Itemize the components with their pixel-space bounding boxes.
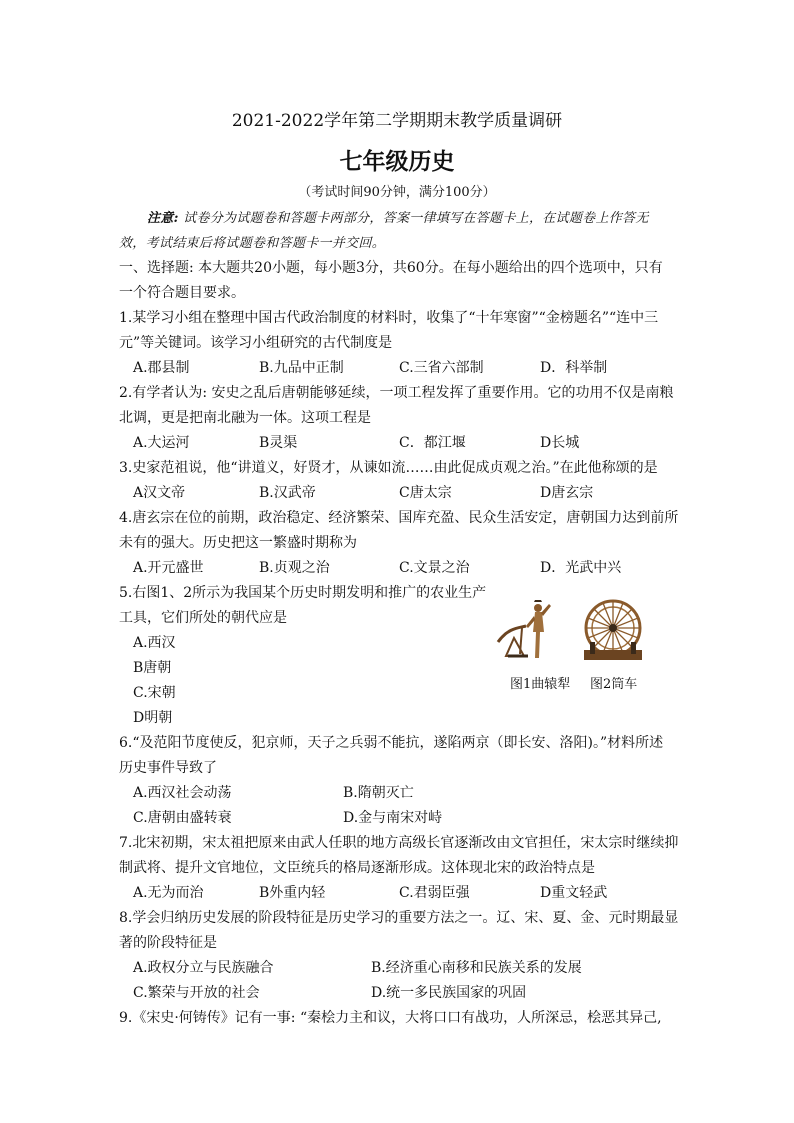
question-7-stem-2: 制武将、提升文官地位，文臣统兵的格局逐渐形成。这体现北宋的政治特点是 bbox=[119, 860, 595, 876]
figure-1-caption: 图1曲辕犁 bbox=[510, 677, 571, 692]
question-7-option-b: B外重内轻 bbox=[259, 885, 326, 901]
subject-title: 七年级历史 bbox=[339, 148, 455, 175]
question-5-option-a: A.西汉 bbox=[133, 635, 176, 651]
question-8-option-c: C.繁荣与开放的社会 bbox=[133, 985, 260, 1001]
question-3-option-c: C唐太宗 bbox=[399, 485, 452, 501]
question-8-option-b: B.经济重心南移和民族关系的发展 bbox=[371, 960, 582, 976]
question-4-option-a: A.开元盛世 bbox=[133, 560, 204, 576]
question-5-stem-2: 工具，它们所处的朝代应是 bbox=[119, 610, 287, 626]
question-6-stem-1: 6.“及范阳节度使反，犯京师，天子之兵弱不能抗，遂陷两京（即长安、洛阳)。”材料所述 bbox=[119, 735, 664, 751]
question-3-stem-1: 3.史家范祖说，他“讲道义，好贤才，从谏如流……由此促成贞观之治。”在此他称颂的是 bbox=[119, 460, 658, 476]
exam-title: 2021-2022学年第二学期期末教学质量调研 bbox=[231, 111, 563, 131]
question-4-stem-2: 未有的强大。历史把这一繁盛时期称为 bbox=[119, 535, 357, 551]
question-4-option-b: B.贞观之治 bbox=[259, 560, 330, 576]
question-8-option-a: A.政权分立与民族融合 bbox=[133, 960, 274, 976]
question-8-stem-1: 8.学会归纳历史发展的阶段特征是历史学习的重要方法之一。辽、宋、夏、金、元时期最显 bbox=[119, 910, 679, 926]
notice-text-1: 试卷分为试题卷和答题卡两部分，答案一律填写在答题卡上，在试题卷上作答无 bbox=[183, 211, 649, 226]
curved-plough-figure bbox=[494, 598, 560, 664]
question-4-stem-1: 4.唐玄宗在位的前期，政治稳定、经济繁荣、国库充盈、民众生活安定，唐朝国力达到前所 bbox=[119, 510, 679, 526]
question-3-option-a: A汉文帝 bbox=[133, 485, 186, 501]
question-4-option-d: D．光武中兴 bbox=[540, 560, 622, 576]
question-5-stem-1: 5.右图1、2所示为我国某个历史时期发明和推广的农业生产 bbox=[119, 585, 487, 601]
question-1-option-a: A.郡县制 bbox=[133, 360, 190, 376]
question-3-option-d: D唐玄宗 bbox=[540, 485, 594, 501]
figure-2-caption: 图2筒车 bbox=[590, 677, 638, 692]
question-7-option-d: D重文轻武 bbox=[540, 885, 608, 901]
question-2-option-a: A.大运河 bbox=[133, 435, 190, 451]
question-5-option-b: B唐朝 bbox=[133, 660, 172, 676]
question-2-stem-2: 北调，更是把南北融为一体。这项工程是 bbox=[119, 410, 371, 426]
question-1-option-d: D．科举制 bbox=[540, 360, 608, 376]
question-6-option-d: D.金与南宋对峙 bbox=[343, 810, 443, 826]
water-wheel-figure bbox=[582, 598, 644, 664]
question-2-option-c: C．都江堰 bbox=[399, 435, 466, 451]
notice-line-1 bbox=[147, 209, 649, 229]
question-7-option-c: C.君弱臣强 bbox=[399, 885, 470, 901]
question-8-option-d: D.统一多民族国家的巩固 bbox=[371, 985, 527, 1001]
question-2-option-b: B灵渠 bbox=[259, 435, 298, 451]
question-6-stem-2: 历史事件导致了 bbox=[119, 760, 217, 776]
question-6-option-c: C.唐朝由盛转衰 bbox=[133, 810, 232, 826]
question-6-option-b: B.隋朝灭亡 bbox=[343, 785, 414, 801]
question-8-stem-2: 著的阶段特征是 bbox=[119, 935, 217, 951]
question-1-option-b: B.九品中正制 bbox=[259, 360, 344, 376]
question-2-option-d: D长城 bbox=[540, 435, 580, 451]
question-7-option-a: A.无为而治 bbox=[133, 885, 204, 901]
question-3-option-b: B.汉武帝 bbox=[259, 485, 316, 501]
question-5-option-c: C.宋朝 bbox=[133, 685, 176, 701]
question-6-option-a: A.西汉社会动荡 bbox=[133, 785, 232, 801]
question-1-stem-2: 元”等关键词。该学习小组研究的古代制度是 bbox=[119, 335, 393, 351]
notice-line-2: 效，考试结束后将试题卷和答题卡一并交回。 bbox=[119, 236, 386, 251]
time-info: （考试时间90分钟，满分100分） bbox=[298, 185, 496, 200]
notice-label: 注意: bbox=[147, 211, 179, 226]
question-1-stem-1: 1.某学习小组在整理中国古代政治制度的材料时，收集了“十年寒窗”“金榜题名”“连中三 bbox=[119, 310, 659, 326]
question-4-option-c: C.文景之治 bbox=[399, 560, 470, 576]
question-5-option-d: D明朝 bbox=[133, 710, 173, 726]
question-2-stem-1: 2.有学者认为: 安史之乱后唐朝能够延续，一项工程发挥了重要作用。它的功用不仅是南粮 bbox=[119, 385, 674, 401]
question-7-stem-1: 7.北宋初期，宋太祖把原来由武人任职的地方高级长官逐渐改由文官担任，宋太宗时继续抑 bbox=[119, 835, 679, 851]
question-9-stem-1: 9.《宋史·何铸传》记有一事: “秦桧力主和议，大将口口有战功，人所深忌，桧恶其异己, bbox=[119, 1010, 662, 1026]
section-heading-1: 一、选择题: 本大题共20小题，每小题3分，共60分。在每小题给出的四个选项中，只有 bbox=[119, 260, 663, 276]
question-1-option-c: C.三省六部制 bbox=[399, 360, 484, 376]
section-heading-2: 一个符合题目要求。 bbox=[119, 285, 245, 301]
